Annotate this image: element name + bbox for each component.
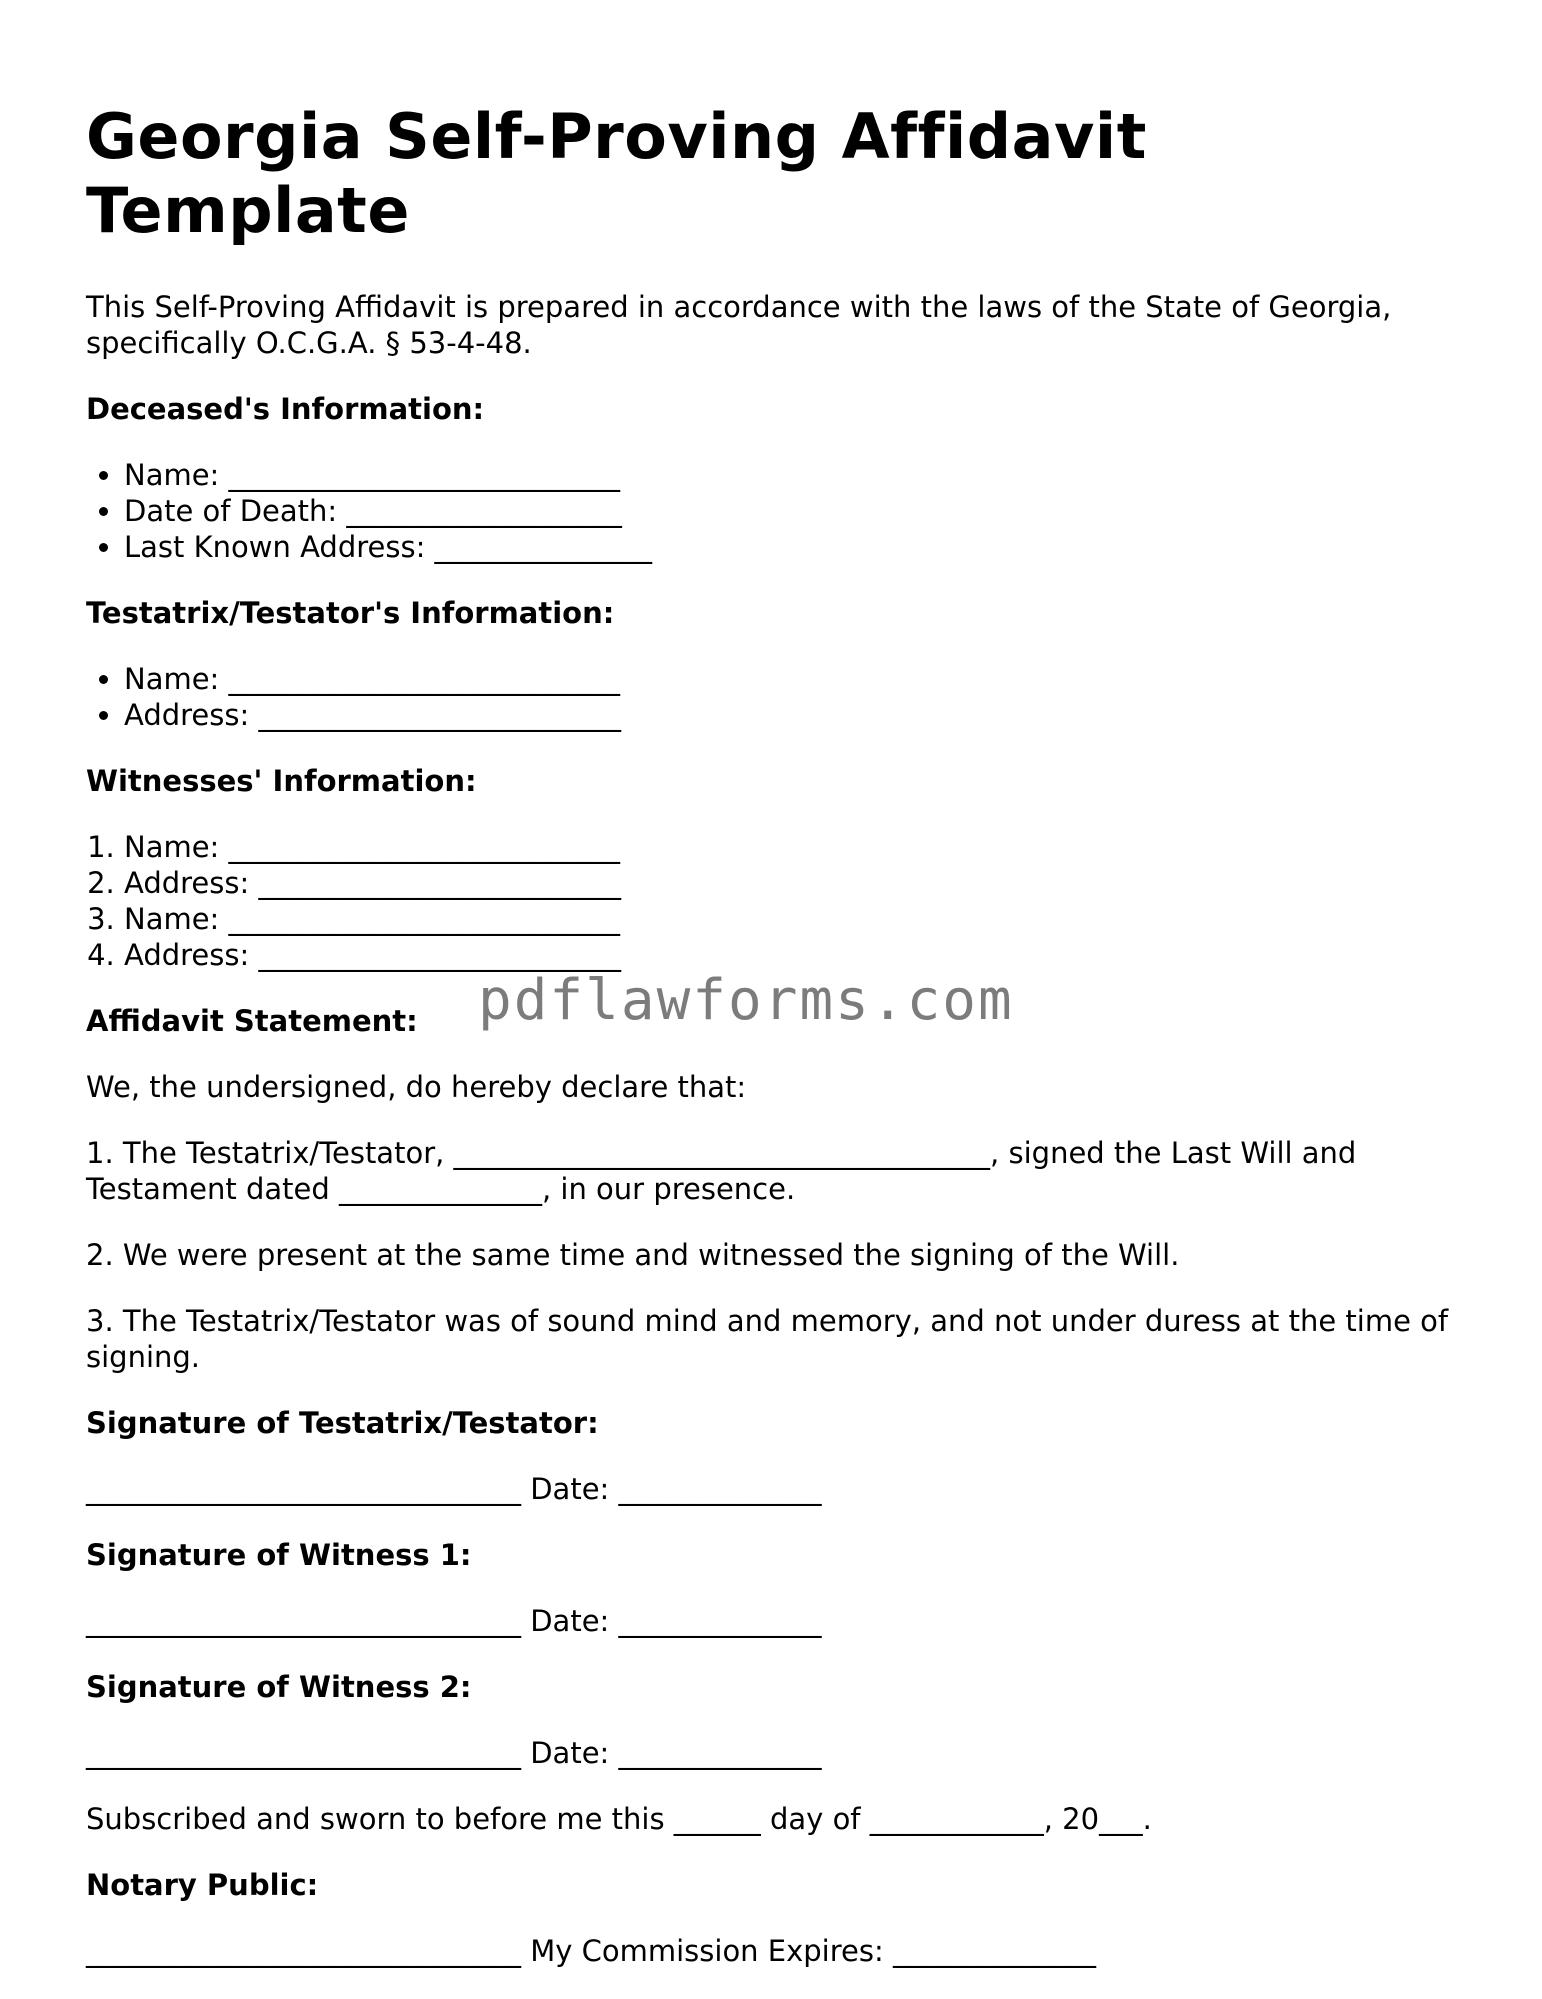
statement-point-3: 3. The Testatrix/Testator was of sound mind and memory, and not under duress at the time of signing. [86,1303,1449,1374]
statement-lead: We, the undersigned, do hereby declare that: [86,1069,747,1104]
deceased-date-of-death-field: • Date of Death: ___________________ [124,493,1466,529]
document-page [86,100,1466,1999]
testator-list [86,661,1466,733]
testator-address-field: • Address: _________________________ [124,697,1466,733]
witness-1-signature-heading: Signature of Witness 1: [86,1537,472,1572]
witness-2-signature-line: ______________________________ Date: ______________ [86,1735,822,1770]
watermark-text: pdflawforms.com [478,968,1014,1033]
deceased-list [86,457,1466,565]
statement-point-1: 1. The Testatrix/Testator, _____________________________________, signed the Last Will and Testament dated ______________, in our presence. [86,1135,1357,1206]
witness-1-address-field: 2. Address: _________________________ [124,865,1466,901]
testator-signature-line: ______________________________ Date: ______________ [86,1471,822,1506]
statement-heading: Affidavit Statement: [86,1003,418,1038]
notary-signature-line: ______________________________ My Commission Expires: ______________ [86,1933,1096,1968]
statement-point-2: 2. We were present at the same time and witnessed the signing of the Will. [86,1237,1180,1272]
deceased-heading: Deceased's Information: [86,391,485,426]
witness-1-signature-line: ______________________________ Date: ______________ [86,1603,822,1638]
witness-2-name-field: 3. Name: ___________________________ [124,901,1466,937]
witness-1-name-field: 1. Name: ___________________________ [124,829,1466,865]
notary-heading: Notary Public: [86,1867,319,1902]
witnesses-heading: Witnesses' Information: [86,763,477,798]
deceased-name-field: • Name: ___________________________ [124,457,1466,493]
testator-heading: Testatrix/Testator's Information: [86,595,615,630]
witness-2-address-field: 4. Address: _________________________ [124,937,1466,973]
witness-2-signature-heading: Signature of Witness 2: [86,1669,472,1704]
sworn-statement: Subscribed and sworn to before me this ______ day of ____________, 20___. [86,1801,1152,1836]
testator-name-field: • Name: ___________________________ [124,661,1466,697]
testator-signature-heading: Signature of Testatrix/Testator: [86,1405,599,1440]
intro-paragraph: This Self-Proving Affidavit is prepared in accordance with the laws of the State of Georgia, specifically O.C.G.A. § 53-4-48. [86,289,1392,360]
witnesses-list [86,829,1466,973]
deceased-address-field: • Last Known Address: _______________ [124,529,1466,565]
page-title: Georgia Self-Proving Affidavit Template [86,100,1147,248]
